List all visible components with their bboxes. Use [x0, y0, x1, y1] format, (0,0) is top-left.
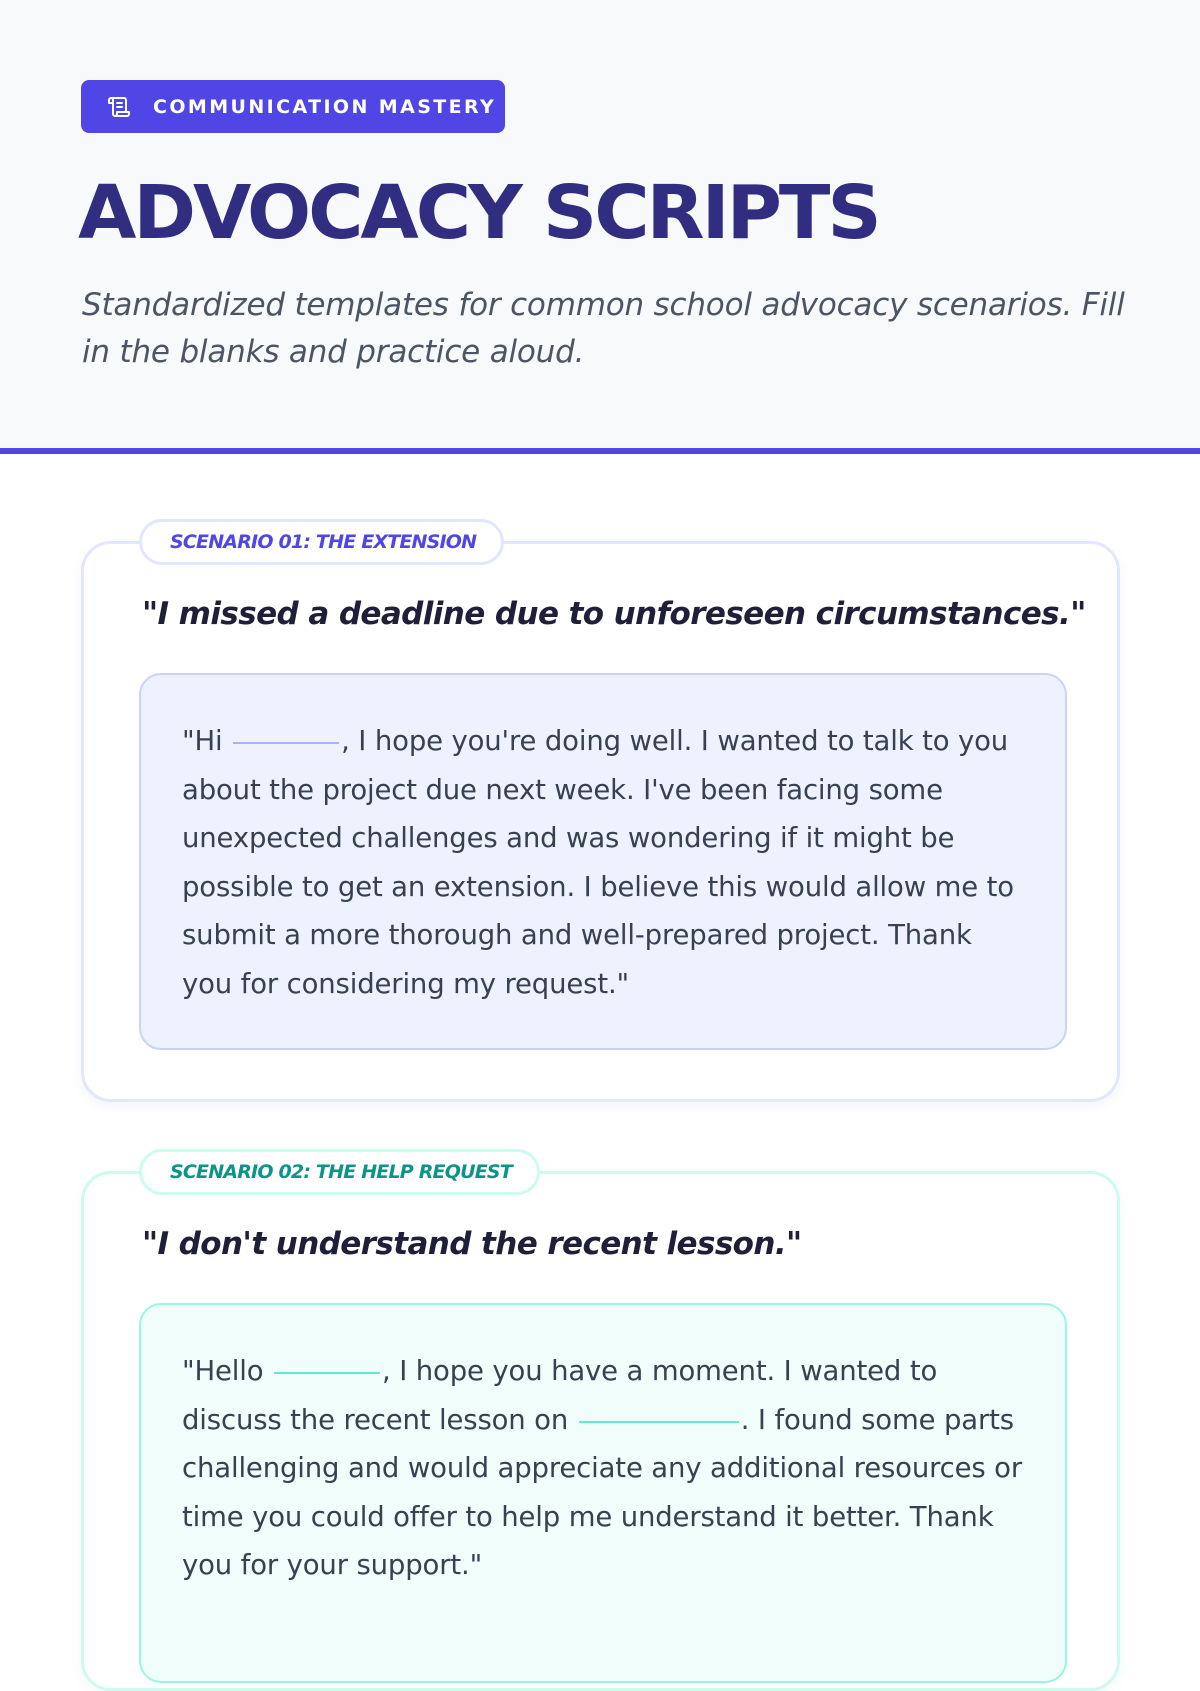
scenario-prompt: "I missed a deadline due to unforeseen circumstances." [142, 596, 1086, 632]
blank-teacher-name[interactable] [274, 1372, 380, 1374]
scenario-card [81, 1161, 1120, 1691]
scenario-card [81, 531, 1120, 1102]
script-text: . I found some parts challenging and would appreciate any additional resources or time you could offer to help me understand it better. Thank you for your support." [182, 1403, 1023, 1581]
scenario-tag: SCENARIO 01: THE EXTENSION [139, 519, 504, 565]
script-text: "Hi [182, 725, 232, 757]
category-badge [81, 80, 505, 133]
badge-label: COMMUNICATION MASTERY [153, 95, 497, 118]
script-text: "Hello [182, 1355, 273, 1387]
page-subtitle: Standardized templates for common school advocacy scenarios. Fill in the blanks and practice aloud. [82, 287, 1125, 370]
script-template [139, 673, 1067, 1050]
page-title: ADVOCACY SCRIPTS [78, 170, 879, 256]
scenario-tag: SCENARIO 02: THE HELP REQUEST [139, 1149, 540, 1195]
scroll-icon [107, 95, 131, 119]
blank-lesson-topic[interactable] [579, 1421, 739, 1423]
page-header [0, 0, 1200, 454]
script-text: , I hope you're doing well. I wanted to talk to you about the project due next week. I've been facing some unexpected challenges and was wondering if it might be possible to get an extension. I believe this would allow me to submit a more thorough and well-prepared project. Thank you for considering my request." [182, 725, 1014, 1000]
script-text: , I hope you have a moment. I wanted to discuss the recent lesson on [182, 1355, 938, 1436]
scenario-prompt: "I don't understand the recent lesson." [142, 1226, 802, 1262]
script-template [139, 1303, 1067, 1683]
blank-teacher-name[interactable] [233, 742, 339, 744]
